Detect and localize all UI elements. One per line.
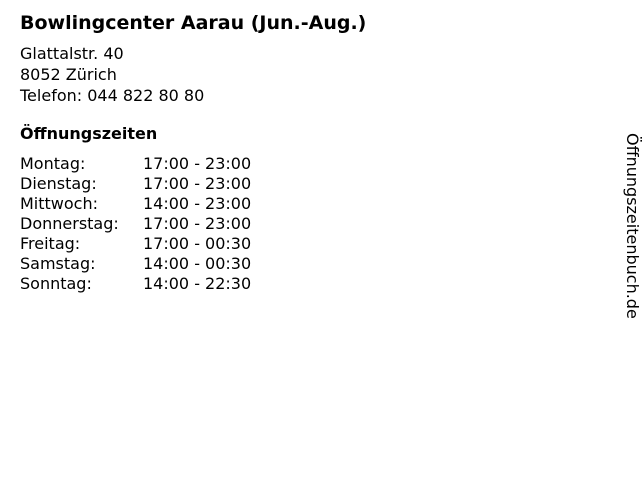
time-range: 14:00 - 00:30	[143, 254, 252, 273]
hours-row-monday	[20, 154, 251, 174]
hours-row-tuesday	[20, 174, 251, 194]
time-range: 17:00 - 23:00	[143, 154, 252, 173]
day-label: Montag:	[20, 154, 86, 173]
day-label: Freitag:	[20, 234, 81, 253]
day-label: Donnerstag:	[20, 214, 119, 233]
address-block	[20, 43, 204, 106]
address-phone: Telefon: 044 822 80 80	[20, 86, 205, 105]
day-label: Mittwoch:	[20, 194, 98, 213]
time-range: 17:00 - 23:00	[143, 174, 252, 193]
opening-hours-table	[20, 154, 251, 294]
page-title: Bowlingcenter Aarau (Jun.-Aug.)	[20, 12, 367, 34]
time-range: 14:00 - 23:00	[143, 194, 252, 213]
site-brand-label: Öffnungszeitenbuch.de	[623, 133, 642, 319]
hours-row-thursday	[20, 214, 251, 234]
hours-row-friday	[20, 234, 251, 254]
hours-row-sunday	[20, 274, 251, 294]
address-street: Glattalstr. 40	[20, 44, 124, 63]
day-label: Dienstag:	[20, 174, 97, 193]
hours-row-wednesday	[20, 194, 251, 214]
time-range: 17:00 - 23:00	[143, 214, 252, 233]
address-city: 8052 Zürich	[20, 65, 117, 84]
time-range: 17:00 - 00:30	[143, 234, 252, 253]
hours-row-saturday	[20, 254, 251, 274]
day-label: Samstag:	[20, 254, 96, 273]
time-range: 14:00 - 22:30	[143, 274, 252, 293]
opening-hours-heading: Öffnungszeiten	[20, 124, 158, 143]
day-label: Sonntag:	[20, 274, 92, 293]
